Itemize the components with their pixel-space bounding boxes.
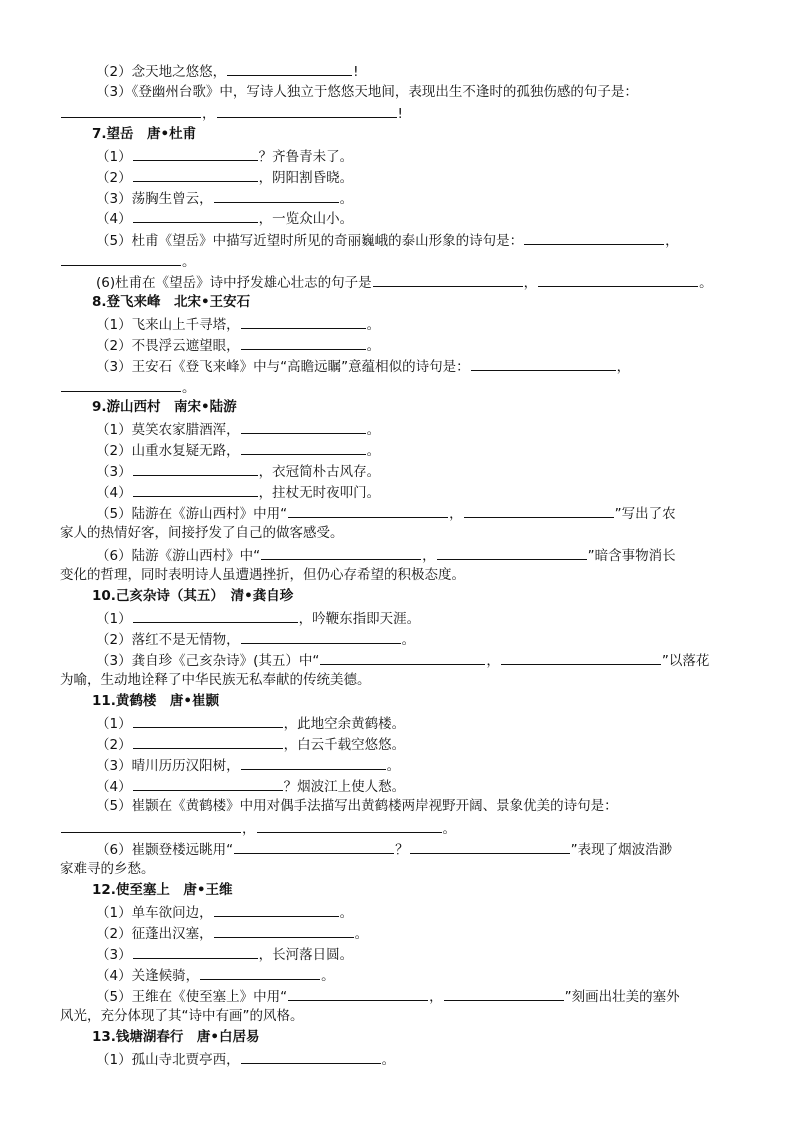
answer-blank[interactable]	[61, 817, 241, 833]
end-punct: 。	[182, 380, 196, 396]
answer-blank[interactable]	[241, 313, 366, 329]
s6-q2	[0, 60, 794, 80]
s8-q3	[0, 355, 794, 375]
verse-text: 。	[386, 758, 401, 774]
s11-q2	[0, 733, 794, 753]
s10-q2	[0, 628, 794, 648]
verse-text: ？齐鲁青未了。	[258, 149, 354, 165]
item-label: （6）	[96, 548, 132, 564]
separator: ，	[523, 275, 538, 291]
section-title-11	[0, 691, 794, 711]
item-label: （3）	[96, 464, 132, 480]
s9-q6-cont	[0, 565, 794, 585]
verse-text: ，长河落日圆。	[258, 947, 354, 963]
verse-text: ，此地空余黄鹤楼。	[283, 716, 406, 732]
verse-text: ，衣冠简朴古风存。	[258, 464, 381, 480]
separator: ，	[202, 106, 216, 122]
question-text: 家人的热情好客，间接抒发了自己的做客感受。	[60, 525, 344, 541]
s7-q4	[0, 207, 794, 227]
answer-blank[interactable]	[214, 901, 339, 917]
s9-q1	[0, 418, 794, 438]
s7-q5	[0, 229, 794, 249]
item-label: （4）	[96, 211, 132, 227]
verse-text: 单车欲问边，	[131, 905, 213, 921]
s11-q5	[0, 796, 794, 816]
question-text: ”刻画出壮美的塞外	[564, 989, 680, 1005]
verse-text: ？烟波江上使人愁。	[283, 779, 406, 795]
question-text: ”表现了烟波浩渺	[570, 842, 673, 858]
s11-q3	[0, 754, 794, 774]
s10-q3	[0, 649, 794, 669]
item-label: （4）	[96, 779, 132, 795]
verse-text: 孤山寺北贾亭西，	[131, 1052, 240, 1068]
s8-q2	[0, 334, 794, 354]
question-text: ”写出了农	[614, 506, 676, 522]
verse-text: ，吟鞭东指即天涯。	[298, 611, 421, 627]
s8-q1	[0, 313, 794, 333]
s12-q2	[0, 922, 794, 942]
s9-q3	[0, 460, 794, 480]
question-text: 风光，充分体现了其“诗中有画”的风格。	[60, 1008, 304, 1024]
question-text: 杜甫在《望岳》诗中抒发雄心壮志的句子是	[115, 275, 372, 291]
question-text: 陆游在《游山西村》中用“	[131, 506, 288, 522]
item-label: （5）	[96, 989, 132, 1005]
s11-q4	[0, 775, 794, 795]
verse-text: 。	[321, 968, 335, 984]
end-punct: 。	[182, 254, 196, 270]
s7-q5-cont	[0, 250, 794, 270]
end-punct: 。	[699, 275, 713, 291]
item-label: （5）	[96, 233, 132, 249]
item-label: （3）	[96, 359, 132, 375]
verse-text: 。	[366, 338, 381, 354]
answer-blank[interactable]	[241, 1048, 381, 1064]
s7-q6	[0, 271, 794, 291]
s7-q2	[0, 166, 794, 186]
s12-q4	[0, 964, 794, 984]
verse-text: 荡胸生曾云，	[131, 191, 213, 207]
verse-text: 莫笑农家腊酒浑，	[131, 422, 240, 438]
verse-text: 。	[354, 926, 369, 942]
s12-q5	[0, 985, 794, 1005]
s9-q6	[0, 544, 794, 564]
s6-q3-answer	[0, 102, 794, 122]
s12-q5-cont	[0, 1006, 794, 1026]
section-title-text: 12.使至塞上 唐•王维	[92, 882, 233, 898]
s9-q4	[0, 481, 794, 501]
answer-blank[interactable]	[227, 60, 352, 76]
s11-q6-cont	[0, 859, 794, 879]
section-title-12	[0, 880, 794, 900]
question-text: ”以落花	[661, 653, 710, 669]
item-label: （3）	[96, 191, 132, 207]
answer-blank[interactable]	[471, 355, 616, 371]
verse-text: 征蓬出汉塞，	[131, 926, 213, 942]
answer-blank[interactable]	[444, 985, 564, 1001]
answer-blank[interactable]	[241, 418, 366, 434]
item-label: （1）	[96, 149, 132, 165]
section-title-13	[0, 1027, 794, 1047]
separator: ，	[616, 359, 631, 375]
question-text: 杜甫《望岳》中描写近望时所见的奇丽巍峨的泰山形象的诗句是：	[131, 233, 524, 249]
verse-text: 关逢候骑，	[131, 968, 200, 984]
answer-blank[interactable]	[133, 733, 283, 749]
s10-q1	[0, 607, 794, 627]
answer-blank[interactable]	[261, 544, 421, 560]
s7-q3	[0, 187, 794, 207]
answer-blank[interactable]	[133, 943, 258, 959]
answer-blank[interactable]	[133, 166, 258, 182]
verse-text: 。	[366, 443, 381, 459]
separator: ，	[486, 653, 500, 669]
s9-q5	[0, 502, 794, 522]
answer-blank[interactable]	[133, 712, 283, 728]
section-title-text: 10.己亥杂诗（其五） 清•龚自珍	[92, 588, 294, 604]
s12-q1	[0, 901, 794, 921]
section-title-10	[0, 586, 794, 606]
answer-blank[interactable]	[61, 250, 181, 266]
separator: ，	[665, 233, 679, 249]
item-label: （4）	[96, 485, 132, 501]
item-label: （3）	[96, 84, 132, 100]
s7-q1	[0, 145, 794, 165]
section-title-text: 7.望岳 唐•杜甫	[92, 126, 197, 142]
item-label: （6）	[96, 842, 132, 858]
item-label: （5）	[96, 506, 132, 522]
s9-q2	[0, 439, 794, 459]
question-text: 崔颢在《黄鹤楼》中用对偶手法描写出黄鹤楼两岸视野开阔、景象优美的诗句是：	[131, 798, 618, 814]
verse-text: 山重水复疑无路，	[131, 443, 240, 459]
separator: ，	[422, 548, 436, 564]
answer-blank[interactable]	[241, 628, 401, 644]
item-label: （2）	[96, 737, 132, 753]
answer-blank[interactable]	[437, 544, 587, 560]
s12-q3	[0, 943, 794, 963]
item-label: (6)	[96, 275, 116, 291]
item-label: （3）	[96, 947, 132, 963]
answer-blank[interactable]	[200, 964, 320, 980]
verse-text: 落红不是无情物，	[131, 632, 240, 648]
verse-text: ，白云千载空悠悠。	[283, 737, 406, 753]
verse-text: 。	[339, 191, 354, 207]
section-title-7	[0, 124, 794, 144]
verse-text: 晴川历历汉阳树，	[131, 758, 240, 774]
answer-blank[interactable]	[133, 481, 258, 497]
answer-blank[interactable]	[320, 649, 485, 665]
item-label: （5）	[96, 798, 132, 814]
question-text: 龚自珍《己亥杂诗》(其五）中“	[131, 653, 320, 669]
answer-blank[interactable]	[133, 460, 258, 476]
item-label: （2）	[96, 338, 132, 354]
s13-q1	[0, 1048, 794, 1068]
answer-blank[interactable]	[241, 334, 366, 350]
verse-text: 。	[339, 905, 354, 921]
answer-blank[interactable]	[133, 145, 258, 161]
verse-text: 飞来山上千寻塔，	[131, 317, 240, 333]
question-text: 家难寻的乡愁。	[60, 861, 155, 877]
answer-blank[interactable]	[133, 775, 283, 791]
answer-blank[interactable]	[217, 102, 397, 118]
answer-blank[interactable]	[538, 271, 698, 287]
item-label: （2）	[96, 64, 132, 80]
question-text: 崔颢登楼远眺用“	[131, 842, 234, 858]
answer-blank[interactable]	[133, 207, 258, 223]
question-text: ”暗含事物消长	[587, 548, 676, 564]
section-title-text: 8.登飞来峰 北宋•王安石	[92, 294, 251, 310]
answer-blank[interactable]	[241, 754, 386, 770]
answer-blank[interactable]	[61, 376, 181, 392]
item-label: （4）	[96, 968, 132, 984]
item-label: （1）	[96, 716, 132, 732]
section-title-text: 11.黄鹤楼 唐•崔颢	[92, 693, 220, 709]
s11-q6	[0, 838, 794, 858]
item-label: （2）	[96, 170, 132, 186]
item-label: （1）	[96, 611, 132, 627]
question-text: 陆游《游山西村》中“	[131, 548, 261, 564]
separator: ，	[242, 821, 256, 837]
section-title-8	[0, 292, 794, 312]
verse-text: 。	[401, 632, 416, 648]
answer-blank[interactable]	[464, 502, 614, 518]
answer-blank[interactable]	[133, 607, 298, 623]
end-punct: !	[397, 106, 403, 122]
answer-blank[interactable]	[501, 649, 661, 665]
item-label: （1）	[96, 422, 132, 438]
item-label: （2）	[96, 632, 132, 648]
answer-blank[interactable]	[373, 271, 523, 287]
verse-text: 。	[366, 422, 381, 438]
answer-blank[interactable]	[410, 838, 570, 854]
answer-blank[interactable]	[288, 985, 428, 1001]
item-label: （1）	[96, 317, 132, 333]
s9-q5-cont	[0, 523, 794, 543]
answer-blank[interactable]	[257, 817, 442, 833]
question-text: 王维在《使至塞上》中用“	[131, 989, 288, 1005]
verse-text: 。	[381, 1052, 396, 1068]
separator: ？	[395, 842, 409, 858]
answer-blank[interactable]	[234, 838, 394, 854]
question-text: 变化的哲理，同时表明诗人虽遭遇挫折，但仍心存希望的积极态度。	[60, 567, 465, 583]
section-title-text: 9.游山西村 南宋•陆游	[92, 399, 237, 415]
item-label: （1）	[96, 1052, 132, 1068]
verse-text: ，阴阳割昏晓。	[258, 170, 354, 186]
question-text: 王安石《登飞来峰》中与“高瞻远瞩”意蕴相似的诗句是：	[131, 359, 470, 375]
s8-q3-cont	[0, 376, 794, 396]
item-label: （2）	[96, 926, 132, 942]
end-punct: 。	[442, 821, 456, 837]
s10-q3-cont	[0, 670, 794, 690]
section-title-9	[0, 397, 794, 417]
s6-q3	[0, 82, 794, 102]
section-title-text: 13.钱塘湖春行 唐•白居易	[92, 1029, 260, 1045]
question-text: 为喻，生动地诠释了中华民族无私奉献的传统美德。	[60, 672, 371, 688]
answer-blank[interactable]	[214, 922, 354, 938]
item-label: （2）	[96, 443, 132, 459]
verse-text: 。	[366, 317, 381, 333]
verse-text: 念天地之悠悠，	[131, 64, 227, 80]
item-label: （1）	[96, 905, 132, 921]
answer-blank[interactable]	[241, 439, 366, 455]
item-label: （3）	[96, 653, 132, 669]
answer-blank[interactable]	[524, 229, 664, 245]
answer-blank[interactable]	[288, 502, 448, 518]
verse-text: 不畏浮云遮望眼，	[131, 338, 240, 354]
separator: ，	[449, 506, 463, 522]
item-label: （3）	[96, 758, 132, 774]
s11-q1	[0, 712, 794, 732]
answer-blank[interactable]	[61, 102, 201, 118]
verse-text: ，拄杖无时夜叩门。	[258, 485, 381, 501]
separator: ，	[429, 989, 443, 1005]
verse-text: ，一览众山小。	[258, 211, 354, 227]
question-text: 《登幽州台歌》中，写诗人独立于悠悠天地间，表现出生不逢时的孤独伤感的句子是：	[131, 84, 638, 100]
s11-q5-answer	[0, 817, 794, 837]
verse-text: !	[353, 64, 359, 80]
answer-blank[interactable]	[214, 187, 339, 203]
